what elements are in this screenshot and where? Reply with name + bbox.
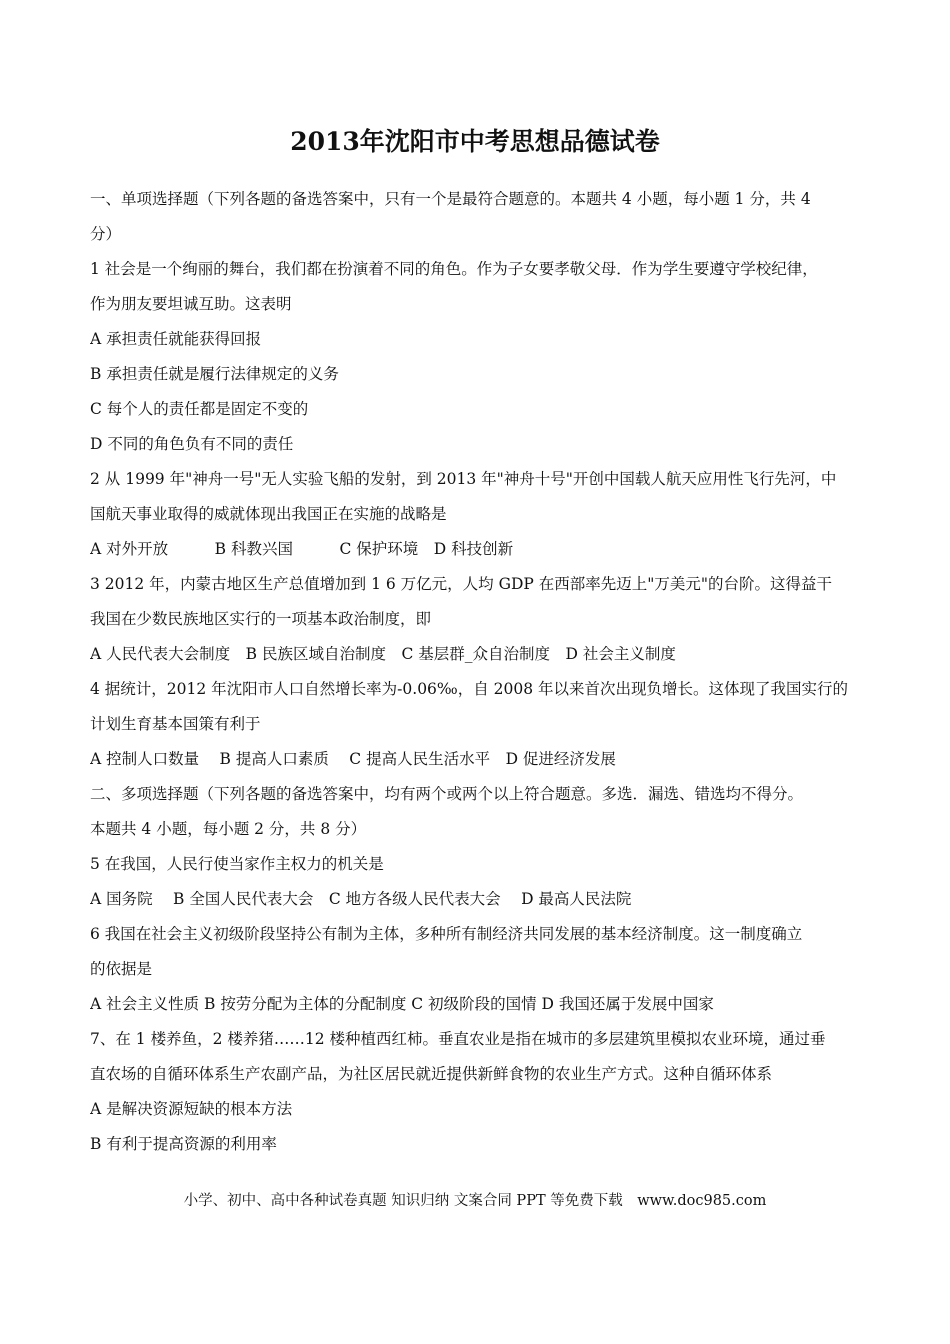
- text-line: 国航天事业取得的威就体现出我国正在实施的战略是: [90, 505, 447, 523]
- text-line: A 承担责任就能获得回报: [90, 330, 262, 348]
- text-line: 的依据是: [90, 960, 153, 978]
- exam-body: [90, 182, 880, 1162]
- text-line: 计划生育基本国策有利于: [90, 715, 261, 733]
- text-line: B 承担责任就是履行法律规定的义务: [90, 365, 339, 383]
- text-line: 作为朋友要坦诚互助。这表明: [90, 295, 292, 313]
- page-title: 2013年沈阳市中考思想品德试卷: [290, 127, 660, 156]
- text-line: C 每个人的责任都是固定不变的: [90, 400, 309, 418]
- text-line: 直农场的自循环体系生产农副产品，为社区居民就近提供新鲜食物的农业生产方式。这种自循环体系: [90, 1065, 773, 1083]
- text-line: 本题共 4 小题，每小题 2 分，共 8 分）: [90, 820, 367, 838]
- text-line: A 是解决资源短缺的根本方法: [90, 1100, 293, 1118]
- text-line: 3 2012 年，内蒙古地区生产总值增加到 1 6 万亿元，人均 GDP 在西部率先迈上"万美元"的台阶。这得益干: [90, 575, 833, 593]
- text-line: 分）: [90, 225, 122, 243]
- text-line: 一、单项选择题（下列各题的备选答案中，只有一个是最符合题意的。本题共 4 小题，每小题 1 分，共 4: [90, 190, 811, 208]
- text-line: A 对外开放 B 科教兴国 C 保护环境 D 科技创新: [90, 540, 514, 558]
- text-line: B 有利于提高资源的利用率: [90, 1135, 277, 1153]
- text-line: 4 据统计，2012 年沈阳市人口自然增长率为-0.06‰，自 2008 年以来首次出现负增长。这体现了我国实行的: [90, 680, 849, 698]
- text-line: A 控制人口数量 B 提高人口素质 C 提高人民生活水平 D 促进经济发展: [90, 750, 616, 768]
- text-line: 我国在少数民族地区实行的一项基本政治制度，即: [90, 610, 432, 628]
- text-line: A 国务院 B 全国人民代表大会 C 地方各级人民代表大会 D 最高人民法院: [90, 890, 632, 908]
- text-line: 1 社会是一个绚丽的舞台，我们都在扮演着不同的角色。作为子女要孝敬父母．作为学生要遵守学校纪律，: [90, 260, 818, 278]
- text-line: 5 在我国，人民行使当家作主权力的机关是: [90, 855, 384, 873]
- text-line: A 人民代表大会制度 B 民族区域自治制度 C 基层群_众自治制度 D 社会主义制度: [90, 645, 676, 663]
- text-line: 7、在 1 楼养鱼，2 楼养猪……12 楼种植西红柿。垂直农业是指在城市的多层建筑里模拟农业环境，通过垂: [90, 1030, 826, 1048]
- text-line: A 社会主义性质 B 按劳分配为主体的分配制度 C 初级阶段的国情 D 我国还属于发展中国家: [90, 995, 714, 1013]
- text-line: 2 从 1999 年"神舟一号"无人实验飞船的发射，到 2013 年"神舟十号"开创中国载人航天应用性飞行先河，中: [90, 470, 837, 488]
- page-footer: 小学、初中、高中各种试卷真题 知识归纳 文案合同 PPT 等免费下载 www.doc985.com: [183, 1193, 767, 1209]
- text-line: 二、多项选择题（下列各题的备选答案中，均有两个或两个以上符合题意。多选．漏选、错选均不得分。: [90, 785, 804, 803]
- text-line: D 不同的角色负有不同的责任: [90, 435, 294, 453]
- text-line: 6 我国在社会主义初级阶段坚持公有制为主体，多种所有制经济共同发展的基本经济制度。这一制度确立: [90, 925, 803, 943]
